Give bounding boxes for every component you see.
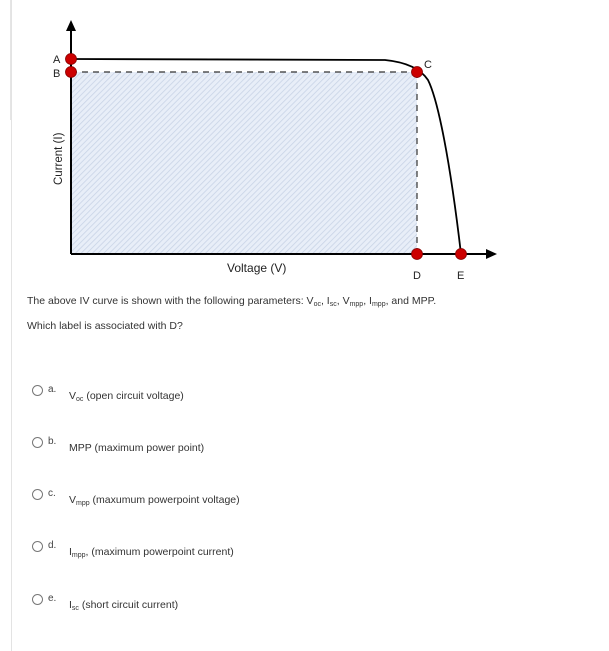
option-letter: e. (48, 593, 57, 604)
point-a (66, 54, 77, 65)
option-letter: c. (48, 488, 56, 499)
radio-a[interactable] (32, 385, 43, 396)
option-label: $I_{sc}$ (short circuit current) (69, 599, 179, 612)
label-d: D (413, 270, 421, 282)
question-text: The above IV curve is shown with the following parameters: $V_{oc}$, $I_{sc}$, $V_{mpp}$, $I_{mpp}$, and MPP. (27, 295, 437, 308)
point-d (412, 249, 423, 260)
y-axis-label: Current (I) (53, 132, 65, 185)
radio-e[interactable] (32, 594, 43, 605)
y-axis-arrow (66, 20, 76, 31)
radio-c[interactable] (32, 489, 43, 500)
point-c (412, 67, 423, 78)
option-label: $I_{mpp}$, (maximum powerpoint current) (69, 546, 234, 559)
max-power-area (71, 72, 417, 254)
radio-b[interactable] (32, 437, 43, 448)
radio-d[interactable] (32, 541, 43, 552)
x-axis-label: Voltage (V) (227, 261, 287, 275)
label-b: B (53, 68, 61, 80)
option-label: $V_{mpp}$ (maxumum powerpoint voltage) (69, 494, 240, 507)
label-a: A (53, 54, 61, 66)
point-e (456, 249, 467, 260)
option-letter: a. (48, 384, 57, 395)
label-c: C (424, 59, 432, 71)
option-label: $V_{oc}$ (open circuit voltage) (69, 390, 184, 403)
label-e: E (457, 270, 465, 282)
x-axis-arrow (486, 249, 497, 259)
option-letter: b. (48, 436, 57, 447)
point-b (66, 67, 77, 78)
option-letter: d. (48, 540, 57, 551)
iv-curve-diagram (0, 0, 609, 290)
option-label: MPP (maximum power point) (69, 442, 205, 454)
question-prompt: Which label is associated with D? (27, 320, 183, 332)
